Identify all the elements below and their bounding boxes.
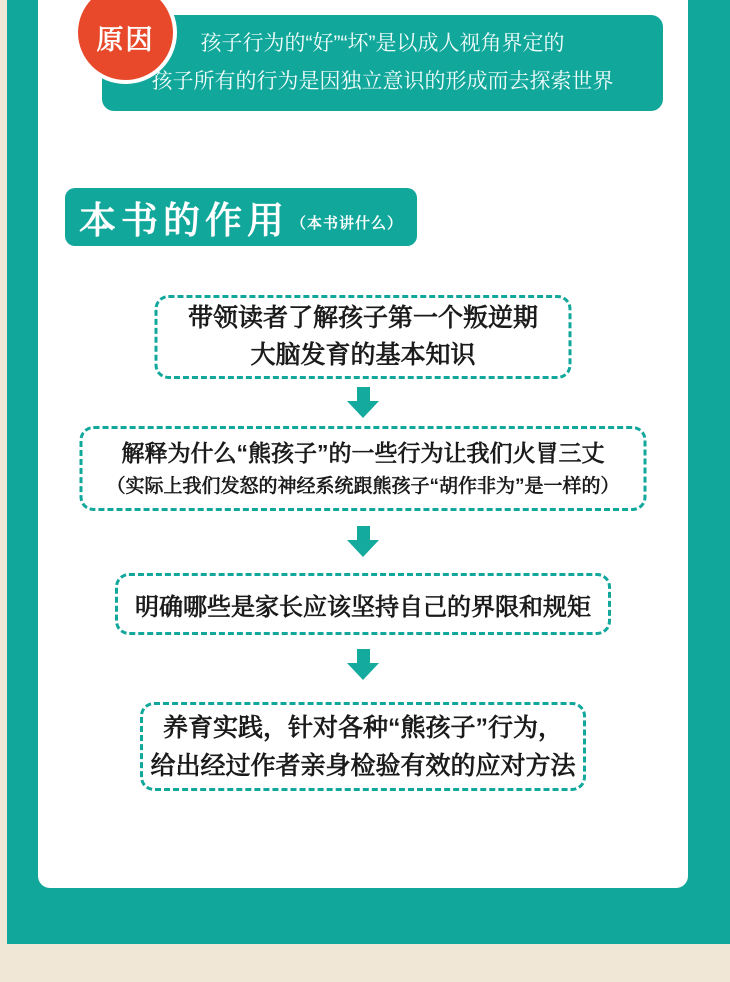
flow-step-1-line-2: 大脑发育的基本知识 [250,341,476,369]
down-arrow-stem [357,649,370,663]
down-arrow-icon [347,387,379,418]
teal-panel [7,0,730,944]
down-arrow-icon [347,649,379,680]
flow-step-2-line-2: （实际上我们发怒的神经系统跟熊孩子“胡作非为”是一样的） [106,476,620,497]
flow-step-4-line-1: 养育实践，针对各种“熊孩子”行为， [162,713,563,742]
flow-step-2 [80,426,647,511]
reason-statement-box [102,15,663,111]
section-heading-title: 本书的作用 [79,200,289,241]
flow-step-3-line-1: 明确哪些是家长应该坚持自己的界限和规矩 [135,593,591,621]
reason-badge-label: 原因 [96,25,155,55]
flow-step-1-line-1: 带领读者了解孩子第一个叛逆期 [187,304,538,332]
flow-step-4 [140,702,586,791]
flow-step-1 [155,295,572,379]
reason-line-1: 孩子行为的“好”“坏”是以成人视角界定的 [200,32,565,55]
flow-step-2-line-1: 解释为什么“熊孩子”的一些行为让我们火冒三丈 [121,440,605,466]
section-heading [65,188,417,246]
down-arrow-head [347,663,379,680]
down-arrow-head [347,401,379,418]
down-arrow-icon [347,526,379,557]
down-arrow-stem [357,387,370,401]
down-arrow-head [347,540,379,557]
reason-line-2: 孩子所有的行为是因独立意识的形成而去探索世界 [151,70,614,93]
flow-step-3 [115,573,611,635]
down-arrow-stem [357,526,370,540]
section-heading-subtitle: （本书讲什么） [291,214,404,232]
content-card [38,0,688,888]
flow-step-4-line-2: 给出经过作者亲身检验有效的应对方法 [150,751,576,780]
